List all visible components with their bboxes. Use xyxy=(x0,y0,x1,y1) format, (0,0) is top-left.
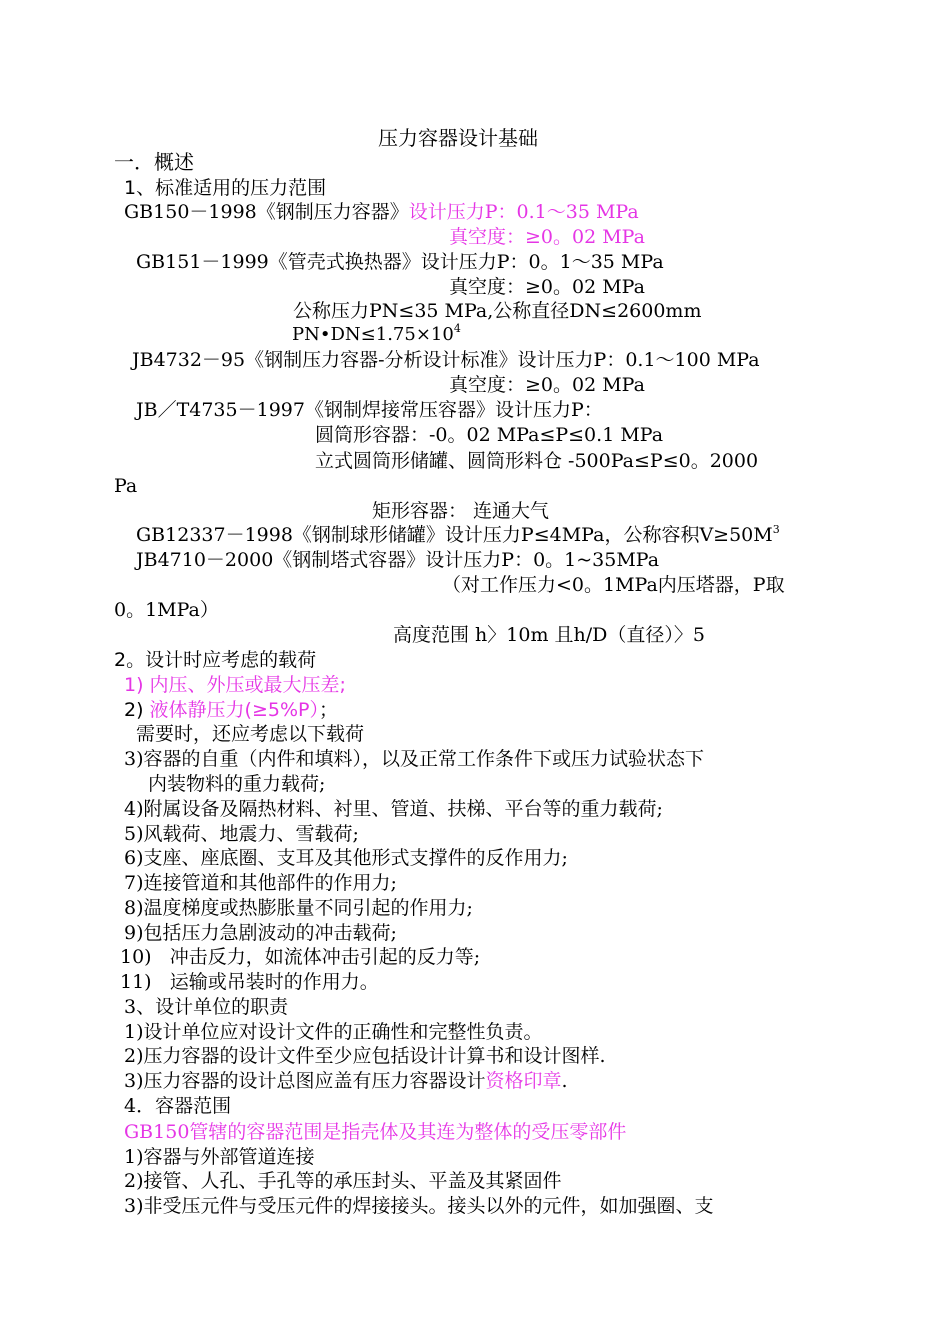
page-title: 压力容器设计基础 xyxy=(378,126,538,150)
duty-item-2: 2)压力容器的设计文件至少应包括设计计算书和设计图样. xyxy=(124,1045,606,1067)
duty-item-3-tail: . xyxy=(561,1070,568,1092)
subsection-3-heading: 3、设计单位的职责 xyxy=(124,996,289,1018)
gb150-scope: GB150管辖的容器范围是指壳体及其连为整体的受压零部件 xyxy=(124,1121,627,1143)
jb4732-line: JB4732－95《钢制压力容器-分析设计标准》设计压力P：0.1～100 MPa xyxy=(132,349,760,371)
jb4735-rect: 矩形容器： 连通大气 xyxy=(372,500,550,522)
gb151-product xyxy=(292,323,461,347)
load-item-3-cont: 内装物料的重力载荷; xyxy=(148,773,326,795)
jb4735-line: JB／T4735－1997《钢制焊接常压容器》设计压力P： xyxy=(136,399,603,421)
gb12337-line xyxy=(136,523,780,547)
subsection-1-heading: 1、标准适用的压力范围 xyxy=(124,177,327,199)
load-item-5: 5)风载荷、地震力、雪载荷; xyxy=(124,823,359,845)
gb150-vacuum: 真空度：≥0。02 MPa xyxy=(449,226,645,248)
section-1-heading: 一．概述 xyxy=(114,150,194,174)
jb4710-line: JB4710－2000《钢制塔式容器》设计压力P：0。1~35MPa xyxy=(136,549,660,571)
load-item-2 xyxy=(124,698,338,722)
qualification-seal-text: 资格印章 xyxy=(485,1070,562,1092)
load-item-3: 3)容器的自重（内件和填料），以及正常工作条件下或压力试验状态下 xyxy=(124,748,705,770)
gb12337-text: GB12337－1998《钢制球形储罐》设计压力P≤4MPa，公称容积V≥50M xyxy=(136,524,773,546)
gb151-line: GB151－1999《管壳式换热器》设计压力P：0。1～35 MPa xyxy=(136,251,664,273)
gb150-pressure: 设计压力P：0.1～35 MPa xyxy=(408,201,639,223)
duty-item-3 xyxy=(124,1069,568,1093)
load-item-2-num: 2) xyxy=(124,699,150,721)
jb4732-vacuum: 真空度：≥0。02 MPa xyxy=(449,374,645,396)
gb150-line xyxy=(124,200,639,224)
load-item-9: 9)包括压力急剧波动的冲击载荷; xyxy=(124,922,397,944)
load-item-10: 10) 冲击反力，如流体冲击引起的反力等; xyxy=(120,946,481,968)
jb4735-cylinder: 圆筒形容器：-0。02 MPa≤P≤0.1 MPa xyxy=(315,424,664,446)
scope-item-2: 2)接管、人孔、手孔等的承压封头、平盖及其紧固件 xyxy=(124,1170,562,1192)
gb151-vacuum: 真空度：≥0。02 MPa xyxy=(449,276,645,298)
duty-item-1: 1)设计单位应对设计文件的正确性和完整性负责。 xyxy=(124,1021,543,1043)
jb4735-tank-cont: Pa xyxy=(114,475,138,497)
load-item-7: 7)连接管道和其他部件的作用力; xyxy=(124,872,397,894)
jb4710-height: 高度范围 h〉10m 且h/D（直径）〉5 xyxy=(393,624,705,646)
load-item-11: 11) 运输或吊装时的作用力。 xyxy=(120,971,379,993)
subsection-4-heading: 4．容器范围 xyxy=(124,1095,232,1117)
load-item-8: 8)温度梯度或热膨胀量不同引起的作用力; xyxy=(124,897,473,919)
when-needed: 需要时，还应考虑以下载荷 xyxy=(136,723,365,745)
scope-item-3: 3)非受压元件与受压元件的焊接接头。接头以外的元件，如加强圈、支 xyxy=(124,1195,714,1217)
load-item-2-text: 液体静压力(≥5%P） xyxy=(149,699,319,721)
gb150-name: GB150－1998《钢制压力容器》 xyxy=(124,201,409,223)
load-item-4: 4)附属设备及隔热材料、衬里、管道、扶梯、平台等的重力载荷; xyxy=(124,798,663,820)
load-item-1: 1) 内压、外压或最大压差; xyxy=(124,674,346,696)
jb4710-note: （对工作压力<0。1MPa内压塔器，P取 xyxy=(442,574,785,596)
gb151-product-exponent: 4 xyxy=(453,322,461,335)
scope-item-1: 1)容器与外部管道连接 xyxy=(124,1146,315,1168)
subsection-2-heading: 2。设计时应考虑的载荷 xyxy=(114,649,317,671)
jb4735-tank: 立式圆筒形储罐、圆筒形料仓 -500Pa≤P≤0。2000 xyxy=(315,450,759,472)
load-item-6: 6)支座、座底圈、支耳及其他形式支撑件的反作用力; xyxy=(124,847,568,869)
duty-item-3-text: 3)压力容器的设计总图应盖有压力容器设计 xyxy=(124,1070,486,1092)
gb12337-exponent: 3 xyxy=(772,523,780,536)
gb151-nominal: 公称压力PN≤35 MPa,公称直径DN≤2600mm xyxy=(293,300,702,322)
jb4710-note-cont: 0。1MPa） xyxy=(114,599,219,621)
load-item-2-tail: ； xyxy=(318,699,338,721)
gb151-product-text: PN•DN≤1.75×10 xyxy=(292,324,454,345)
